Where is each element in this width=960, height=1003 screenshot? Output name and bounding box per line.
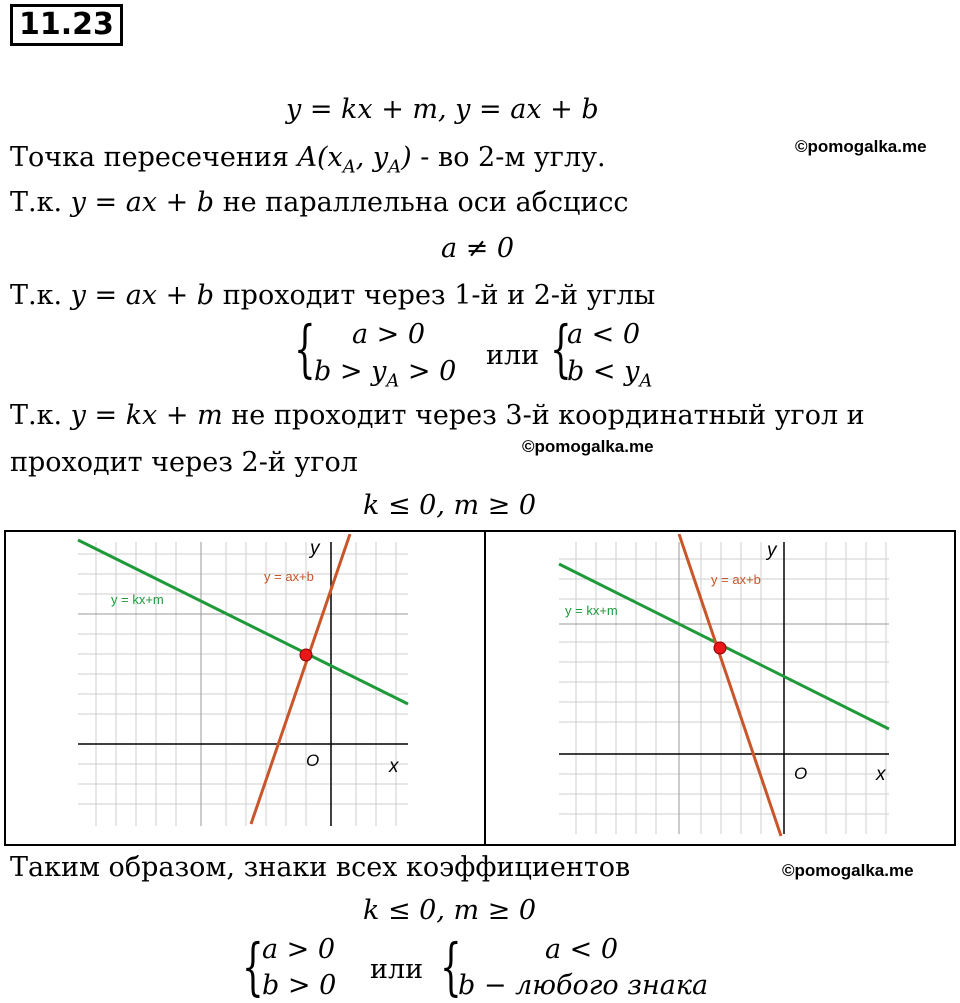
- fsys1-top: a > 0: [262, 934, 336, 965]
- final-k-m-condition: k ≤ 0, m ≥ 0: [363, 895, 537, 926]
- line-not-parallel: [10, 187, 629, 218]
- line-intersection-tail: - во 2-м углу.: [420, 142, 606, 173]
- fsys1-bottom: b > 0: [262, 970, 337, 1001]
- tk-label-2: Т.к.: [10, 280, 63, 311]
- grid-left: [78, 542, 408, 826]
- sys1-top: a > 0: [352, 319, 426, 350]
- tk-label-3: Т.к.: [10, 400, 63, 431]
- not-third-text: не проходит через 3-й координатный угол и: [231, 400, 865, 431]
- sys1-bottom: $b > y_A > 0$: [314, 356, 457, 392]
- or-word-1: или: [486, 340, 540, 371]
- line-km-formula: y = kx + m: [70, 400, 223, 431]
- line-passes-quadrants: [10, 280, 655, 311]
- line-ab-formula: y = ax + b: [70, 187, 215, 218]
- y-axis-label-left: y: [310, 538, 320, 559]
- fsys2-bottom: b − любого знака: [458, 970, 709, 1001]
- sys2-bottom: $b < y_A$: [567, 356, 653, 392]
- or-word-2: или: [370, 954, 424, 985]
- line-intersection-text: Точка пересечения: [10, 142, 289, 173]
- intersection-point-left: [300, 649, 312, 661]
- a-not-zero: a ≠ 0: [441, 233, 515, 264]
- sys2-top: a < 0: [567, 319, 641, 350]
- system-brace-1: {: [294, 312, 316, 385]
- line-ab-formula-2: y = ax + b: [70, 280, 215, 311]
- label-kx-right: y = kx+m: [565, 603, 618, 618]
- fsys2-top: a < 0: [545, 934, 619, 965]
- system-brace-2: {: [550, 312, 572, 385]
- line-not-third-quadrant: [10, 400, 865, 431]
- label-ax-left: y = ax+b: [264, 569, 314, 584]
- not-parallel-text: не параллельна оси абсцисс: [222, 187, 629, 218]
- y-axis-label-right: y: [767, 540, 777, 561]
- watermark-middle: ©pomogalka.me: [522, 437, 654, 456]
- graphs-panel: [4, 530, 956, 846]
- main-equations: y = kx + m, y = ax + b: [286, 94, 599, 125]
- line-intersection: [10, 142, 606, 177]
- line-kx-m-left: [78, 540, 408, 704]
- k-m-condition: k ≤ 0, m ≥ 0: [363, 490, 537, 521]
- x-axis-label-left: x: [389, 756, 399, 777]
- x-axis-label-right: x: [876, 764, 886, 785]
- passes-text: проходит через 1-й и 2-й углы: [222, 280, 656, 311]
- final-brace-2: {: [440, 930, 462, 1003]
- tk-label: Т.к.: [10, 187, 63, 218]
- final-brace-1: {: [242, 930, 264, 1003]
- intersection-point-right: [714, 642, 726, 654]
- graph-right: [551, 534, 901, 839]
- conclusion-text: Таким образом, знаки всех коэффициентов: [10, 852, 631, 883]
- problem-number: 11.23: [10, 4, 123, 46]
- graphs-divider: [484, 532, 486, 844]
- label-kx-left: y = kx+m: [111, 592, 164, 607]
- label-ax-right: y = ax+b: [711, 572, 761, 587]
- watermark-bottom: ©pomogalka.me: [782, 861, 914, 880]
- origin-label-right: O: [794, 764, 808, 783]
- origin-label-left: O: [306, 751, 320, 770]
- watermark-top: ©pomogalka.me: [795, 137, 927, 156]
- graph-left: [66, 534, 416, 834]
- line-second-quadrant: проходит через 2-й угол: [10, 447, 358, 478]
- point-a-notation: $A(x_A$, $y_A$): [297, 142, 412, 178]
